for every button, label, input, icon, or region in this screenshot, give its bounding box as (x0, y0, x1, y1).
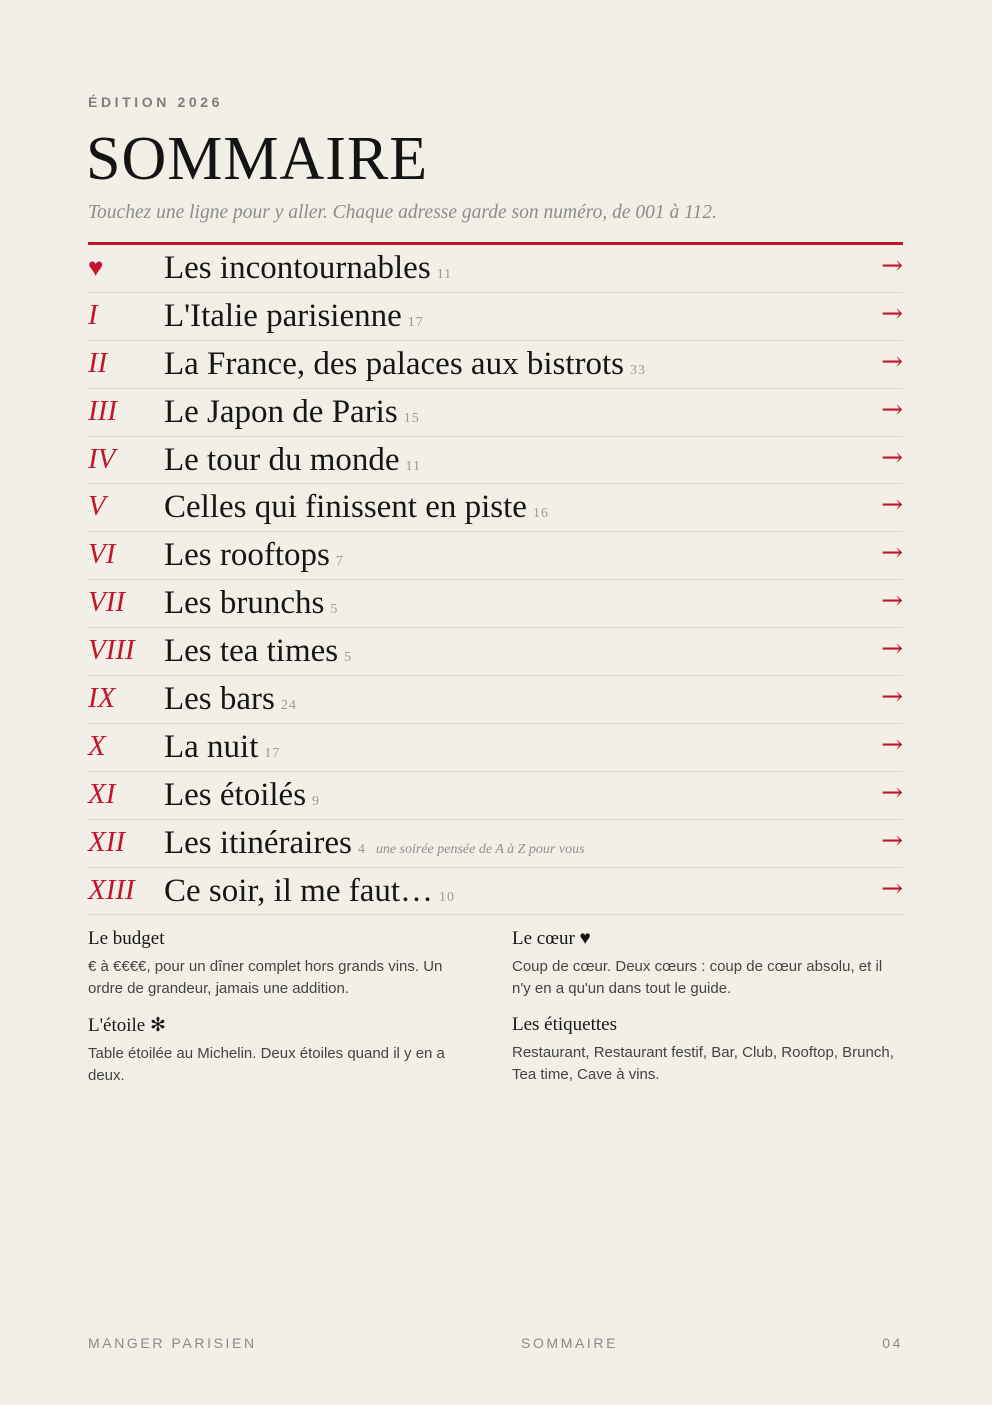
legend-coeur-text: Coup de cœur. Deux cœurs : coup de cœur absolu, et il n'y en a qu'un dans tout le guide. (512, 958, 883, 997)
arrow-right-icon[interactable]: → (881, 729, 903, 760)
legend-coeur (512, 928, 902, 1000)
legend-etoile (88, 1014, 478, 1087)
legend-budget (88, 928, 478, 1000)
section-title: Le tour du monde (164, 441, 400, 478)
section-title: Les brunchs (164, 585, 325, 622)
section-link[interactable] (164, 873, 455, 910)
toc-row[interactable] (88, 820, 903, 868)
section-count: 17 (407, 314, 424, 330)
arrow-right-icon[interactable]: → (881, 442, 903, 473)
section-numeral: VII (88, 586, 126, 619)
section-link[interactable] (164, 729, 280, 766)
section-numeral: XII (88, 825, 126, 858)
toc-row[interactable] (88, 676, 903, 724)
legend-budget-text: € à €€€€, pour un dîner complet hors grands vins. Un ordre de grandeur, jamais une addition. (88, 958, 443, 997)
section-link[interactable] (164, 442, 421, 479)
section-numeral: I (88, 298, 98, 331)
section-numeral: II (88, 346, 108, 379)
section-title: Les itinéraires (164, 824, 352, 861)
section-count: 4 (357, 841, 366, 857)
legend-budget-title: Le budget (88, 928, 165, 949)
toc-row[interactable] (88, 628, 903, 676)
section-title: L'Italie parisienne (164, 297, 402, 334)
arrow-right-icon[interactable]: → (881, 825, 903, 856)
heart-icon: ♥ (88, 253, 104, 282)
legend-etiquettes-title: Les étiquettes (512, 1014, 617, 1035)
section-link[interactable] (164, 585, 338, 622)
legend-coeur-title: Le cœur ♥ (512, 928, 591, 949)
toc-row[interactable] (88, 532, 903, 580)
section-count: 5 (330, 602, 339, 618)
section-title: La France, des palaces aux bistrots (164, 345, 625, 382)
page-subtitle: Touchez une ligne pour y aller. Chaque adresse garde son numéro, de 001 à 112. (88, 202, 717, 223)
toc-row[interactable] (88, 772, 903, 820)
section-count: 10 (439, 889, 456, 905)
section-count: 11 (436, 267, 453, 282)
section-count: 5 (344, 650, 353, 666)
section-count: 24 (280, 698, 297, 714)
section-link[interactable] (164, 346, 646, 383)
toc-row[interactable] (88, 293, 903, 341)
section-numeral: X (88, 729, 106, 762)
toc-row[interactable] (88, 437, 903, 485)
arrow-right-icon[interactable]: → (881, 586, 903, 617)
section-link[interactable] (164, 681, 297, 718)
footer-publication: MANGER PARISIEN (88, 1335, 257, 1351)
section-numeral: IX (88, 682, 116, 715)
arrow-right-icon[interactable]: → (881, 777, 903, 808)
footer-page-number: 04 (882, 1335, 903, 1351)
arrow-right-icon[interactable]: → (881, 490, 903, 521)
page-title: SOMMAIRE (86, 125, 429, 193)
edition-kicker: ÉDITION 2026 (88, 94, 224, 110)
toc-row[interactable] (88, 580, 903, 628)
arrow-right-icon[interactable]: → (881, 394, 903, 425)
toc-row[interactable] (88, 724, 903, 772)
section-count: 11 (405, 458, 422, 474)
section-link[interactable] (164, 394, 420, 431)
section-title: La nuit (164, 728, 259, 765)
legend-etoile-text: Table étoilée au Michelin. Deux étoiles quand il y en a deux. (88, 1045, 445, 1084)
section-link[interactable] (164, 633, 352, 670)
table-of-contents (88, 242, 903, 915)
section-numeral: XIII (88, 873, 135, 906)
footer-section: SOMMAIRE (521, 1335, 619, 1351)
arrow-right-icon[interactable]: → (881, 538, 903, 569)
section-numeral: VIII (88, 634, 135, 667)
toc-row[interactable] (88, 484, 903, 532)
toc-row[interactable] (88, 868, 903, 916)
toc-row[interactable] (88, 245, 903, 293)
section-title: Les incontournables (164, 250, 431, 286)
arrow-right-icon[interactable]: → (881, 682, 903, 713)
toc-row[interactable] (88, 341, 903, 389)
section-title: Ce soir, il me faut… (164, 872, 434, 909)
arrow-right-icon[interactable]: → (881, 298, 903, 329)
section-numeral: III (88, 394, 117, 427)
section-title: Le Japon de Paris (164, 393, 398, 430)
arrow-right-icon[interactable]: → (881, 251, 903, 281)
legend-etiquettes (512, 1014, 902, 1086)
section-link[interactable] (164, 777, 320, 814)
section-count: 33 (630, 362, 647, 378)
legend-etiquettes-text: Restaurant, Restaurant festif, Bar, Club, Rooftop, Brunch, Tea time, Cave à vins. (512, 1044, 894, 1083)
legend-etoile-title: L'étoile ✻ (88, 1015, 166, 1036)
section-count: 7 (335, 554, 344, 570)
section-count: 16 (532, 506, 549, 522)
section-numeral: IV (88, 442, 116, 475)
section-count: 17 (264, 745, 281, 761)
section-link[interactable] (164, 537, 344, 574)
section-title: Les étoilés (164, 776, 307, 813)
section-numeral: V (88, 490, 106, 523)
arrow-right-icon[interactable]: → (881, 873, 903, 904)
section-title: Les rooftops (164, 537, 330, 574)
section-numeral: XI (88, 777, 116, 810)
arrow-right-icon[interactable]: → (881, 346, 903, 377)
section-note: une soirée pensée de A à Z pour vous (375, 841, 585, 857)
section-numeral: VI (88, 538, 116, 571)
section-count: 9 (312, 793, 321, 809)
section-title: Les tea times (164, 633, 339, 670)
section-title: Les bars (164, 681, 275, 718)
section-link[interactable] (164, 825, 585, 862)
section-link[interactable] (164, 250, 452, 287)
section-link[interactable] (164, 489, 549, 526)
arrow-right-icon[interactable]: → (881, 634, 903, 665)
section-count: 15 (403, 410, 420, 426)
toc-row[interactable] (88, 389, 903, 437)
section-title: Celles qui finissent en piste (164, 489, 527, 526)
section-link[interactable] (164, 298, 424, 335)
